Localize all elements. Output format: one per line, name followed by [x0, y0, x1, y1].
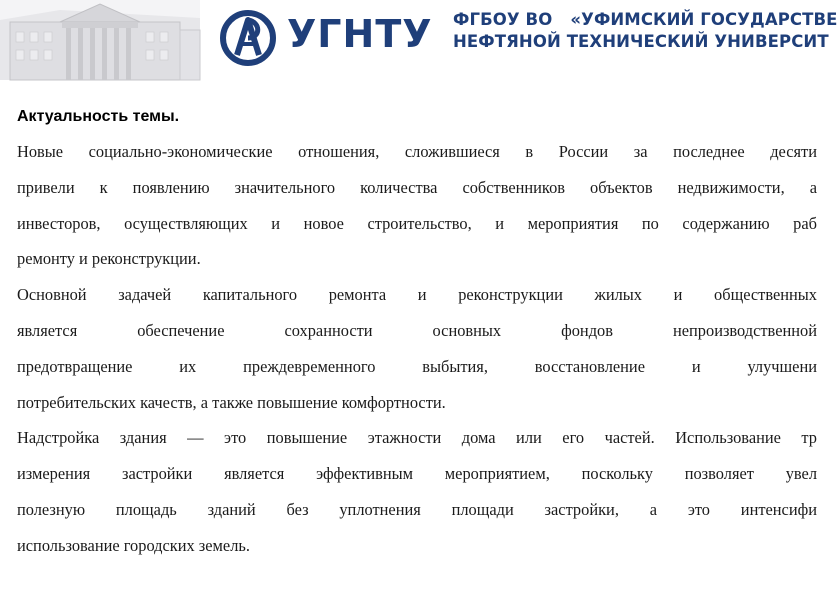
organization-prefix: ФГБОУ ВО [453, 10, 553, 29]
paragraph-line: предотвращение их преждевременного выбытия, восстановление и улучшени [17, 356, 817, 376]
organization-name-line-1 [453, 10, 838, 29]
paragraph-line: потребительских качеств, а также повышение комфортности. [17, 392, 446, 412]
university-logo-text: УГНТУ [287, 12, 433, 56]
ugntu-logo-icon [217, 8, 279, 68]
paragraph-line: полезную площадь зданий без уплотнения площади застройки, а это интенсифи [17, 499, 817, 519]
slide-title: Актуальность темы. [17, 108, 180, 125]
organization-name-start: «УФИМСКИЙ ГОСУДАРСТВЕ [570, 10, 838, 29]
slide-header [0, 0, 838, 80]
paragraph-line: является обеспечение сохранности основных фондов непроизводственной [17, 320, 817, 340]
university-building-image [0, 0, 200, 80]
paragraph-line: Основной задачей капитального ремонта и реконструкции жилых и общественных [17, 285, 817, 305]
organization-name-line-2: НЕФТЯНОЙ ТЕХНИЧЕСКИЙ УНИВЕРСИТ [453, 32, 829, 51]
paragraph-line: использование городских земель. [17, 535, 250, 555]
paragraph-line: Новые социально-экономические отношения, сложившиеся в России за последнее десяти [17, 142, 817, 161]
paragraph-line: ремонту и реконструкции. [17, 249, 201, 269]
paragraph-line: привели к появлению значительного количества собственников объектов недвижимости, а [17, 177, 817, 197]
paragraph-line: инвесторов, осуществляющих и новое строительство, и мероприятия по содержанию раб [17, 213, 817, 233]
slide-content [17, 100, 817, 564]
paragraph-line: Надстройка здания — это повышение этажности дома или его частей. Использование тр [17, 428, 817, 448]
paragraph-line: измерения застройки является эффективным мероприятием, поскольку позволяет увел [17, 464, 817, 484]
